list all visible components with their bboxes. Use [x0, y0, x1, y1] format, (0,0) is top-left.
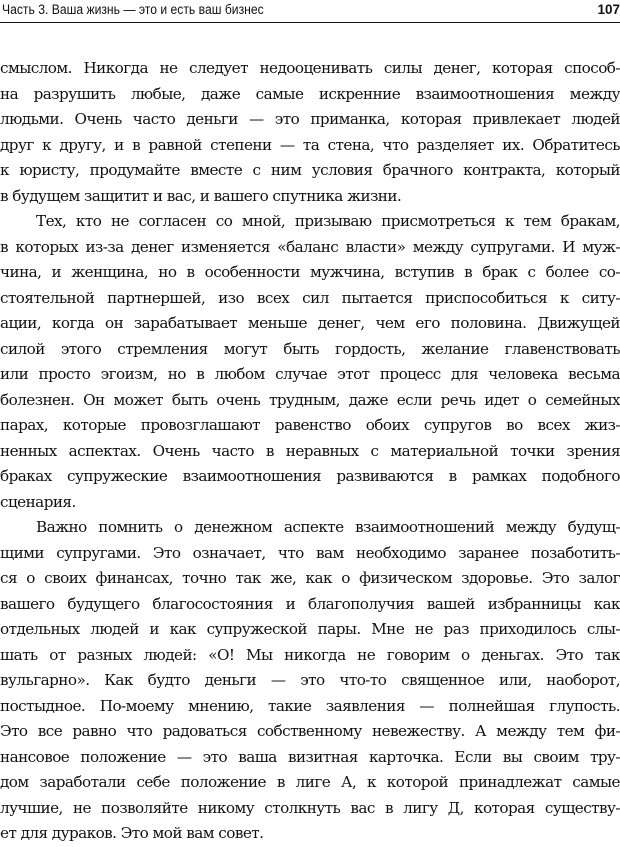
text-line: постыдное. По-моему мнению, такие заявления — полнейшая глупость. — [0, 696, 620, 715]
text-line: или просто эгоизм, но в любом случае этот процесс для человека весьма — [0, 365, 620, 383]
text-line: шать от разных людей: «О! Мы никогда не говорим о деньгах. Это так — [0, 645, 620, 664]
text-line: Важно помнить о денежном аспекте взаимоотношений между будущ- — [36, 518, 620, 536]
text-line: друг к другу, и в равной степени — та стена, что разделяет их. Обратитесь — [0, 135, 620, 154]
text-line: на разрушить любые, даже самые искренние взаимоотношения между — [0, 84, 620, 103]
text-line: нансовое положение — это ваша визитная карточка. Если вы своим тру- — [0, 747, 620, 766]
text-line: к юристу, продумайте вместе с ним условия брачного контракта, который — [0, 161, 620, 179]
text-line: браках супружеские взаимоотношения развиваются в рамках подобного — [0, 467, 620, 485]
chapter-title: Часть 3. Ваша жизнь — это и есть ваш бизнес — [2, 2, 264, 17]
text-line: людьми. Очень часто деньги — это приманка, которая привлекает людей — [0, 110, 620, 128]
page-number: 107 — [597, 2, 620, 17]
text-line: вульгарно». Как будто деньги — это что-то священное или, наоборот, — [0, 671, 620, 689]
text-line: стоятельной партнершей, изо всех сил пытается приспособиться к ситу- — [0, 288, 620, 307]
body-text — [0, 56, 620, 847]
text-line: парах, которые провозглашают равенство обоих супругов во всех жиз- — [0, 416, 620, 434]
text-line: сценария. — [0, 492, 76, 511]
text-line: болезнен. Он может быть очень трудным, даже если речь идет о семейных — [0, 390, 620, 409]
text-line: Тех, кто не согласен со мной, призываю присмотреться к тем бракам, — [36, 212, 620, 230]
text-line: ет для дураков. Это мой вам совет. — [0, 824, 264, 842]
text-line: отдельных людей и как супружеской пары. Мне не раз приходилось слы- — [0, 620, 620, 638]
text-line: смыслом. Никогда не следует недооценивать силы денег, которая способ- — [0, 59, 620, 77]
running-header — [0, 0, 620, 23]
text-line: лучшие, не позволяйте никому столкнуть вас в лигу Д, которая существу- — [0, 798, 620, 817]
paragraph — [0, 209, 620, 515]
text-line: щими супругами. Это означает, что вам необходимо заранее позаботить- — [0, 543, 620, 562]
text-line: Это все равно что радоваться собственному невежеству. А между тем фи- — [0, 722, 620, 740]
text-line: в будущем защитит и вас, и вашего спутника жизни. — [0, 186, 402, 205]
paragraph — [0, 515, 620, 847]
text-line: ся о своих финансах, точно так же, как о физическом здоровье. Это залог — [0, 569, 620, 587]
text-line: ненных аспектах. Очень часто в неравных с материальной точки зрения — [0, 441, 620, 460]
paragraph — [0, 56, 620, 209]
text-line: чина, и женщина, но в особенности мужчина, вступив в брак с более со- — [0, 263, 620, 281]
text-line: в которых из-за денег изменяется «баланс власти» между супругами. И муж- — [0, 237, 620, 256]
text-line: вашего будущего благосостояния и благополучия вашей избранницы как — [0, 594, 620, 613]
text-line: силой этого стремления могут быть гордость, желание главенствовать — [0, 339, 620, 358]
text-line: ации, когда он зарабатывает меньше денег, чем его половина. Движущей — [0, 314, 620, 332]
text-line: дом заработали себе положение в лиге А, к которой принадлежат самые — [0, 773, 620, 791]
